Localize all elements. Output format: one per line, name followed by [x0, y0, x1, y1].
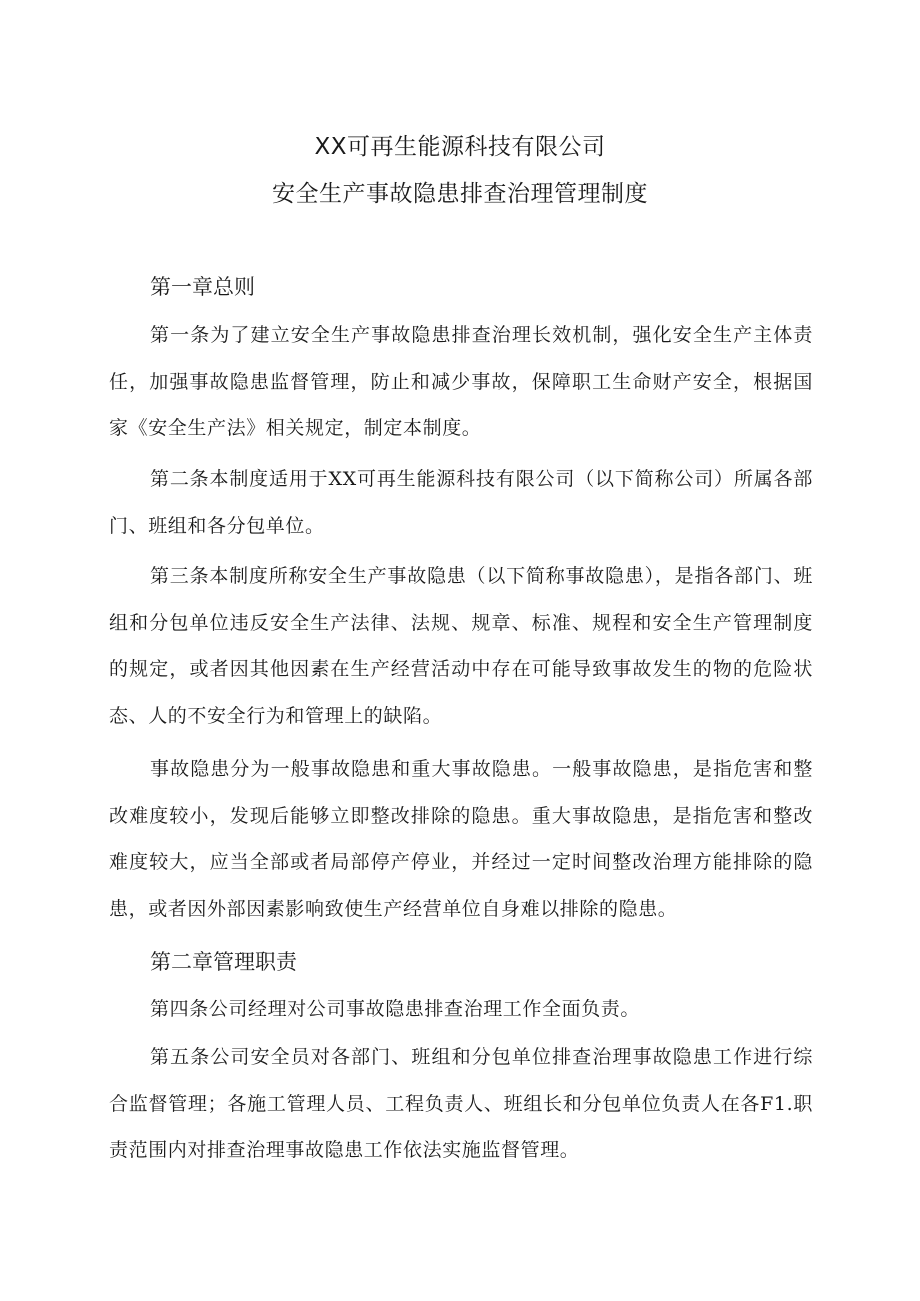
hazard-classification-paragraph: 事故隐患分为一般事故隐患和重大事故隐患。一般事故隐患，是指危害和整改难度较小，发现后能够立即整改排除的隐患。重大事故隐患，是指危害和整改难度较大，应当全部或者局部停产停业，并经过一定时间整改治理方能排除的隐患，或者因外部因素影响致使生产经营单位自身难以排除的隐患。 [109, 758, 813, 920]
article-4-paragraph: 第四条公司经理对公司事故隐患排查治理工作全面负责。 [150, 998, 641, 1020]
chapter-1-heading: 第一章总则 [150, 275, 255, 299]
chapter-2-heading: 第二章管理职责 [150, 950, 297, 974]
article-2-paragraph: 第二条本制度适用于XX可再生能源科技有限公司（以下简称公司）所属各部门、班组和各分包单位。 [109, 468, 813, 537]
document-title-policy: 安全生产事故隐患排查治理管理制度 [272, 181, 648, 207]
document-title-company: XX可再生能源科技有限公司 [314, 134, 606, 160]
article-5-paragraph: 第五条公司安全员对各部门、班组和分包单位排查治理事故隐患工作进行综合监督管理；各施工管理人员、工程负责人、班组长和分包单位负责人在各F1.职责范围内对排查治理事故隐患工作依法实施监督管理。 [109, 1046, 813, 1161]
article-1-paragraph: 第一条为了建立安全生产事故隐患排查治理长效机制，强化安全生产主体责任，加强事故隐患监督管理，防止和减少事故，保障职工生命财产安全，根据国家《安全生产法》相关规定，制定本制度。 [109, 324, 813, 439]
article-3-paragraph: 第三条本制度所称安全生产事故隐患（以下简称事故隐患），是指各部门、班组和分包单位违反安全生产法律、法规、规章、标准、规程和安全生产管理制度的规定，或者因其他因素在生产经营活动中存在可能导致事故发生的物的危险状态、人的不安全行为和管理上的缺陷。 [109, 565, 813, 727]
